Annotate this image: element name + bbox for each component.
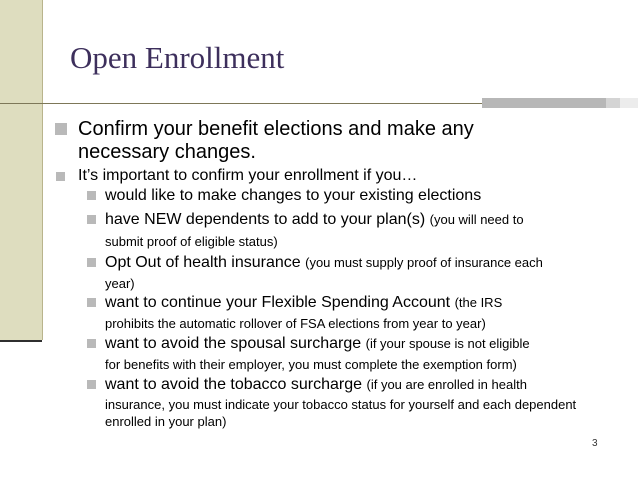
sub-bullet-main: want to avoid the spousal surcharge [105,335,362,352]
bullet-important: It’s important to confirm your enrollment if you… [78,167,418,184]
sub-bullet-main: would like to make changes to your existing elections [105,187,482,204]
sub-bullet-main: have NEW dependents to add to your plan(s) [105,211,426,228]
sub-bullet-main: want to avoid the tobacco surcharge [105,376,363,393]
square-bullet-icon [56,172,65,181]
sub-bullet-changes [105,186,481,205]
sub-bullet-note: (you must supply proof of insurance each [305,255,543,270]
sub-bullet-note-continued: insurance, you must indicate your tobacco status for yourself and each dependent [105,397,577,412]
slide-title: Open Enrollment [70,40,285,75]
sub-bullet-spousal [105,334,530,353]
square-bullet-icon [55,123,67,135]
square-bullet-icon [87,191,96,200]
sub-bullet-main: want to continue your Flexible Spending Account [105,294,451,311]
sub-bullet-note: (if your spouse is not eligible [365,336,530,351]
sub-bullet-tobacco [105,375,527,394]
bullet-confirm-line1: Confirm your benefit elections and make any [78,118,474,140]
page-number: 3 [592,438,598,449]
sub-bullet-note: (you will need to [429,212,524,227]
square-bullet-icon [87,298,96,307]
sub-bullet-note-continued: year) [105,276,135,291]
sub-bullet-main: Opt Out of health insurance [105,254,301,271]
sub-bullet-opt-out [105,253,543,272]
sub-bullet-dependents [105,210,524,229]
sub-bullet-fsa [105,293,502,312]
sub-bullet-note-continued: submit proof of eligible status) [105,234,278,249]
sub-bullet-note-continued: for benefits with their employer, you must complete the exemption form) [105,357,517,372]
sub-bullet-note: (if you are enrolled in health [366,377,527,392]
square-bullet-icon [87,339,96,348]
bullet-confirm-line2: necessary changes. [78,141,256,163]
square-bullet-icon [87,380,96,389]
square-bullet-icon [87,215,96,224]
sub-bullet-note: (the IRS [454,295,503,310]
square-bullet-icon [87,258,96,267]
sub-bullet-note-continued: prohibits the automatic rollover of FSA elections from year to year) [105,316,486,331]
sub-bullet-note-continued: enrolled in your plan) [105,414,227,429]
